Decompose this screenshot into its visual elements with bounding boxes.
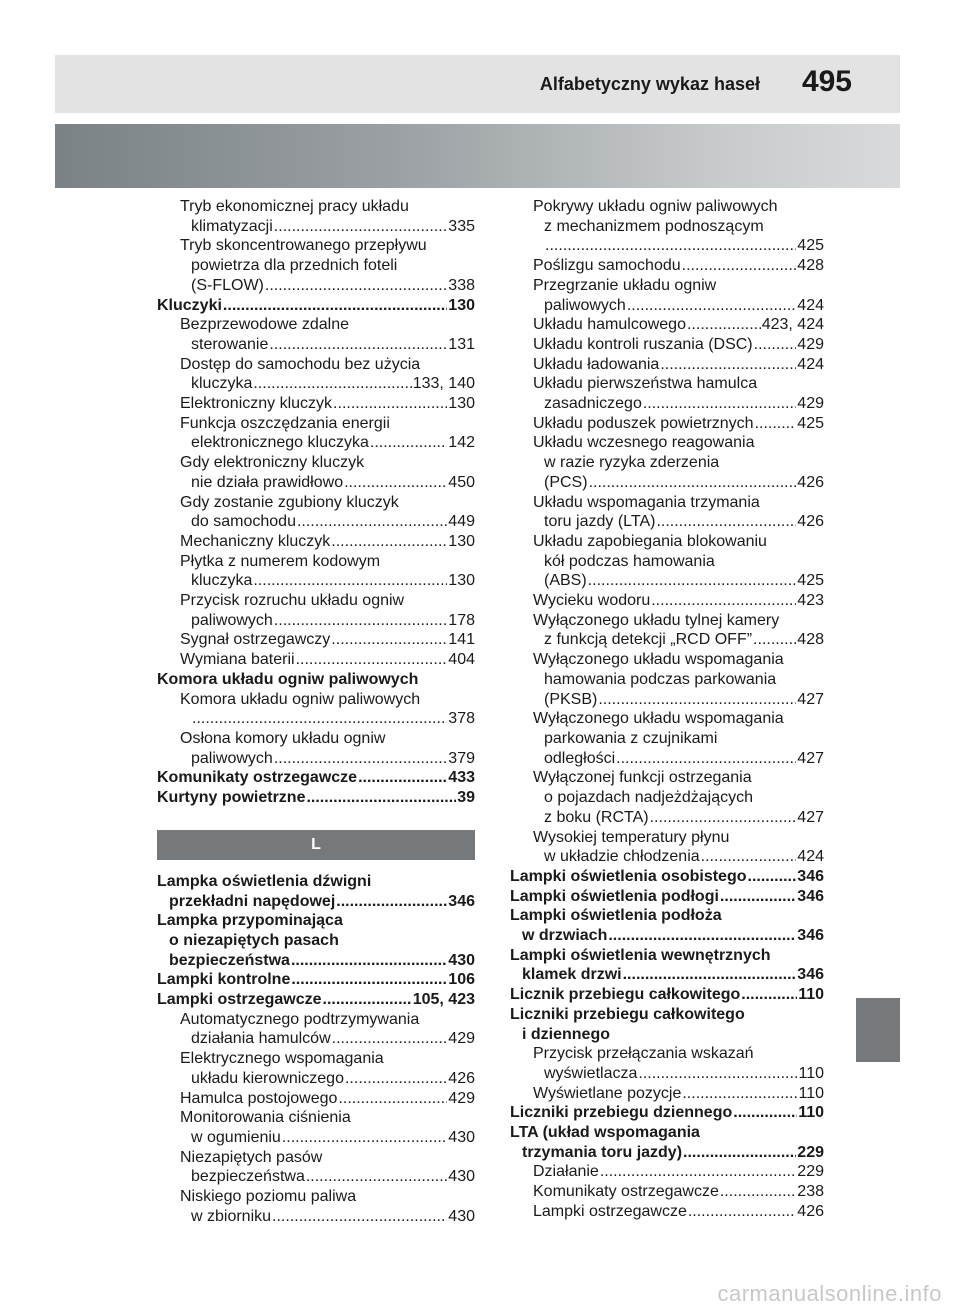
index-heading: bezpieczeństwa ..... 430 <box>157 951 475 971</box>
index-entry: Komora układu ogniw paliwowych <box>180 690 421 708</box>
index-entry: Działanie ..... 229 <box>510 1162 824 1182</box>
index-heading: Kurtyny powietrzne ..... 39 <box>157 788 475 808</box>
index-entry: paliwowych ..... 178 <box>157 611 475 631</box>
index-entry: Komunikaty ostrzegawcze ..... 238 <box>510 1182 824 1202</box>
index-heading: LTA (układ wspomagania <box>510 1124 700 1142</box>
index-entry: hamowania podczas parkowania <box>544 670 777 688</box>
index-entry: (PCS) ..... 426 <box>510 473 824 493</box>
index-entry: Układu poduszek powietrznych ..... 425 <box>510 414 824 434</box>
index-entry: Układu zapobiegania blokowaniu <box>533 532 767 550</box>
section-letter-bar: L <box>157 830 475 860</box>
index-heading: Komora układu ogniw paliwowych <box>157 670 419 688</box>
watermark: carmanualsonline.info <box>717 1281 942 1306</box>
index-entry: klimatyzacji ..... 335 <box>157 217 475 237</box>
index-entry: Wyłączonego układu wspomagania <box>533 710 784 728</box>
index-entry: Niskiego poziomu paliwa <box>180 1188 357 1206</box>
index-entry: Gdy zostanie zgubiony kluczyk <box>180 493 399 511</box>
index-entry: nie działa prawidłowo ..... 450 <box>157 473 475 493</box>
index-entry: do samochodu ..... 449 <box>157 512 475 532</box>
index-heading: Kluczyki ..... 130 <box>157 296 475 316</box>
index-entry: Mechaniczny kluczyk ..... 130 <box>157 532 475 552</box>
index-heading: Lampki ostrzegawcze ..... 105, 423 <box>157 990 475 1010</box>
index-heading: Lampka przypominająca <box>157 912 343 930</box>
index-entry: Elektroniczny kluczyk ..... 130 <box>157 394 475 414</box>
index-entry: układu kierowniczego ..... 426 <box>157 1069 475 1089</box>
index-entry: bezpieczeństwa ..... 430 <box>157 1167 475 1187</box>
index-entry: z boku (RCTA) ..... 427 <box>510 808 824 828</box>
index-entry: Lampki ostrzegawcze ..... 426 <box>510 1202 824 1222</box>
chapter-tab <box>856 998 900 1062</box>
index-entry: elektronicznego kluczyka ..... 142 <box>157 433 475 453</box>
index-entry: Wycieku wodoru ..... 423 <box>510 591 824 611</box>
index-heading: Komunikaty ostrzegawcze ..... 433 <box>157 768 475 788</box>
index-heading: o niezapiętych pasach <box>169 931 339 949</box>
index-entry: Pokrywy układu ogniw paliwowych <box>533 198 778 215</box>
index-entry: Wyłączonego układu wspomagania <box>533 651 784 669</box>
index-heading: klamek drzwi ..... 346 <box>510 965 824 985</box>
index-entry: zasadniczego ..... 429 <box>510 394 824 414</box>
index-heading: i dziennego <box>522 1025 610 1043</box>
index-entry: Płytka z numerem kodowym <box>180 552 381 570</box>
page-number: 495 <box>801 65 852 98</box>
index-heading: Liczniki przebiegu całkowitego <box>510 1005 745 1023</box>
index-heading: Lampki oświetlenia podłoża <box>510 907 722 925</box>
index-entry: sterowanie ..... 131 <box>157 335 475 355</box>
index-heading: Lampka oświetlenia dźwigni <box>157 872 372 890</box>
index-heading: Licznik przebiegu całkowitego ..... 110 <box>510 985 824 1005</box>
index-entry: kół podczas hamowania <box>544 552 715 570</box>
index-entry: Przegrzanie układu ogniw <box>533 276 717 294</box>
index-entry: Układu hamulcowego ..... 423, 424 <box>510 315 824 335</box>
header-title: Alfabetyczny wykaz haseł <box>539 74 760 94</box>
index-entry: kluczyka ..... 130 <box>157 571 475 591</box>
index-entry: z funkcją detekcji „RCD OFF” ..... 428 <box>510 630 824 650</box>
index-entry: (ABS) ..... 425 <box>510 571 824 591</box>
index-entry: Przycisk przełączania wskazań <box>533 1045 754 1063</box>
index-entry: Dostęp do samochodu bez użycia <box>180 355 421 373</box>
index-heading: Lampki kontrolne ..... 106 <box>157 970 475 990</box>
index-entry: Funkcja oszczędzania energii <box>180 414 390 432</box>
index-entry: w razie ryzyka zderzenia <box>544 454 720 472</box>
index-entry: Układu pierwszeństwa hamulca <box>533 375 758 393</box>
index-entry: ..... 378 <box>157 709 475 729</box>
index-entry: (PKSB) ..... 427 <box>510 690 824 710</box>
index-heading: Lampki oświetlenia podłogi ..... 346 <box>510 887 824 907</box>
index-entry: kluczyka ..... 133, 140 <box>157 374 475 394</box>
index-entry: Poślizgu samochodu ..... 428 <box>510 256 824 276</box>
index-heading: Liczniki przebiegu dziennego ..... 110 <box>510 1103 824 1123</box>
index-entry: Wyłączonej funkcji ostrzegania <box>533 769 752 787</box>
index-entry: Układu wspomagania trzymania <box>533 493 760 511</box>
index-entry: Przycisk rozruchu układu ogniw <box>180 592 405 610</box>
index-entry: w ogumieniu ..... 430 <box>157 1128 475 1148</box>
index-entry: paliwowych ..... 424 <box>510 296 824 316</box>
index-entry: parkowania z czujnikami <box>544 729 718 747</box>
index-entry: ..... 425 <box>510 236 824 256</box>
index-heading: Lampki oświetlenia osobistego ..... 346 <box>510 867 824 887</box>
index-heading: trzymania toru jazdy) ..... 229 <box>510 1143 824 1163</box>
index-entry: powietrza dla przednich foteli <box>191 257 398 275</box>
index-entry: Niezapiętych pasów <box>180 1148 323 1166</box>
index-entry: Układu wczesnego reagowania <box>533 434 755 452</box>
index-entry: Tryb skoncentrowanego przepływu <box>180 237 427 255</box>
index-entry: Automatycznego podtrzymywania <box>180 1010 420 1028</box>
index-entry: Wysokiej temperatury płynu <box>533 828 730 846</box>
index-heading: przekładni napędowej ..... 346 <box>157 892 475 912</box>
index-entry: Sygnał ostrzegawczy ..... 141 <box>157 630 475 650</box>
index-entry: Wyświetlane pozycje ..... 110 <box>510 1084 824 1104</box>
index-entry: w układzie chłodzenia ..... 424 <box>510 847 824 867</box>
index-entry: toru jazdy (LTA) ..... 426 <box>510 512 824 532</box>
index-entry: Wyłączonego układu tylnej kamery <box>533 611 780 629</box>
index-entry: wyświetlacza ..... 110 <box>510 1064 824 1084</box>
index-entry: Układu kontroli ruszania (DSC) ..... 429 <box>510 335 824 355</box>
index-entry: Tryb ekonomicznej pracy układu <box>180 198 409 215</box>
index-heading: Lampki oświetlenia wewnętrznych <box>510 946 771 964</box>
index-entry: Układu ładowania ..... 424 <box>510 355 824 375</box>
running-header <box>55 55 900 113</box>
index-entry: Osłona komory układu ogniw <box>180 729 386 747</box>
index-entry: paliwowych ..... 379 <box>157 749 475 769</box>
index-entry: Gdy elektroniczny kluczyk <box>180 454 365 472</box>
index-entry: z mechanizmem podnoszącym <box>544 217 764 235</box>
index-entry: (S-FLOW) ..... 338 <box>157 276 475 296</box>
index-entry: Hamulca postojowego ..... 429 <box>157 1089 475 1109</box>
index-column-left <box>157 197 475 1226</box>
index-column-right <box>510 197 824 1222</box>
index-entry: w zbiorniku ..... 430 <box>157 1207 475 1227</box>
decorative-band <box>55 124 900 188</box>
index-entry: Elektrycznego wspomagania <box>180 1050 384 1068</box>
index-entry: Bezprzewodowe zdalne <box>180 316 349 334</box>
index-entry: Monitorowania ciśnienia <box>180 1109 351 1127</box>
index-entry: Wymiana baterii ..... 404 <box>157 650 475 670</box>
index-heading: w drzwiach ..... 346 <box>510 926 824 946</box>
index-entry: działania hamulców ..... 429 <box>157 1029 475 1049</box>
index-entry: odległości ..... 427 <box>510 749 824 769</box>
index-entry: o pojazdach nadjeżdżających <box>544 789 754 807</box>
